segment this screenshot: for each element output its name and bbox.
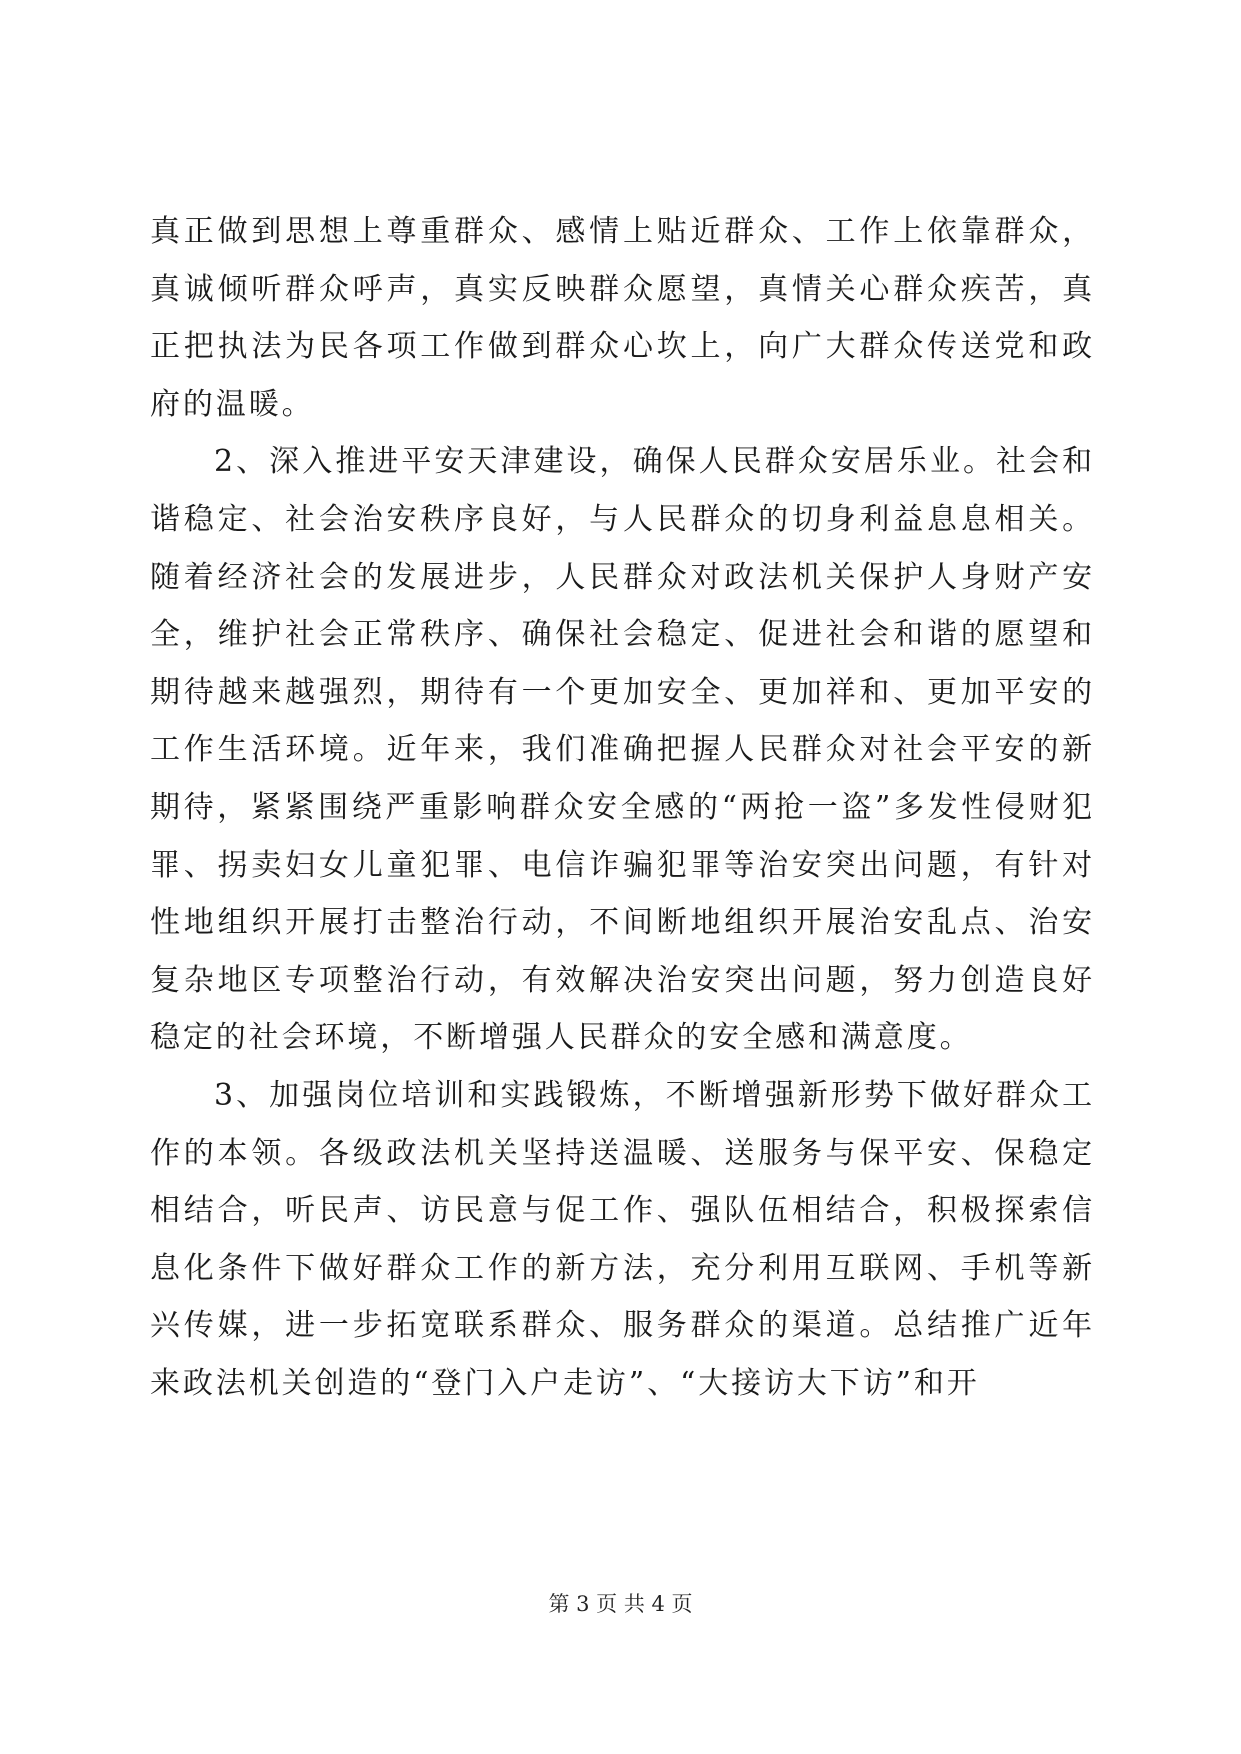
paragraph-continuation: 真正做到思想上尊重群众、感情上贴近群众、工作上依靠群众，真诚倾听群众呼声，真实反映群众愿望，真情关心群众疾苦，真正把执法为民各项工作做到群众心坎上，向广大群众传送党和政府的温暖。 bbox=[150, 214, 1095, 422]
paragraph-item-3: 3、加强岗位培训和实践锻炼，不断增强新形势下做好群众工作的本领。各级政法机关坚持送温暖、送服务与保平安、保稳定相结合，听民声、访民意与促工作、强队伍相结合，积极探索信息化条件下做好群众工作的新方法，充分利用互联网、手机等新兴传媒，进一步拓宽联系群众、服务群众的渠道。总结推广近年来政法机关创造的“登门入户走访”、“大接访大下访”和开 bbox=[150, 1077, 1095, 1401]
page-footer bbox=[0, 1589, 1241, 1619]
paragraph-item-2: 2、深入推进平安天津建设，确保人民群众安居乐业。社会和谐稳定、社会治安秩序良好，与人民群众的切身利益息息相关。随着经济社会的发展进步，人民群众对政法机关保护人身财产安全，维护社会正常秩序、确保社会稳定、促进社会和谐的愿望和期待越来越强烈，期待有一个更加安全、更加祥和、更加平安的工作生活环境。近年来，我们准确把握人民群众对社会平安的新期待，紧紧围绕严重影响群众安全感的“两抢一盗”多发性侵财犯罪、拐卖妇女儿童犯罪、电信诈骗犯罪等治安突出问题，有针对性地组织开展打击整治行动，不间断地组织开展治安乱点、治安复杂地区专项整治行动，有效解决治安突出问题，努力创造良好稳定的社会环境，不断增强人民群众的安全感和满意度。 bbox=[150, 444, 1095, 1056]
page-number-label: 第 3 页 共 4 页 bbox=[548, 1592, 693, 1616]
document-body bbox=[150, 203, 1095, 1412]
